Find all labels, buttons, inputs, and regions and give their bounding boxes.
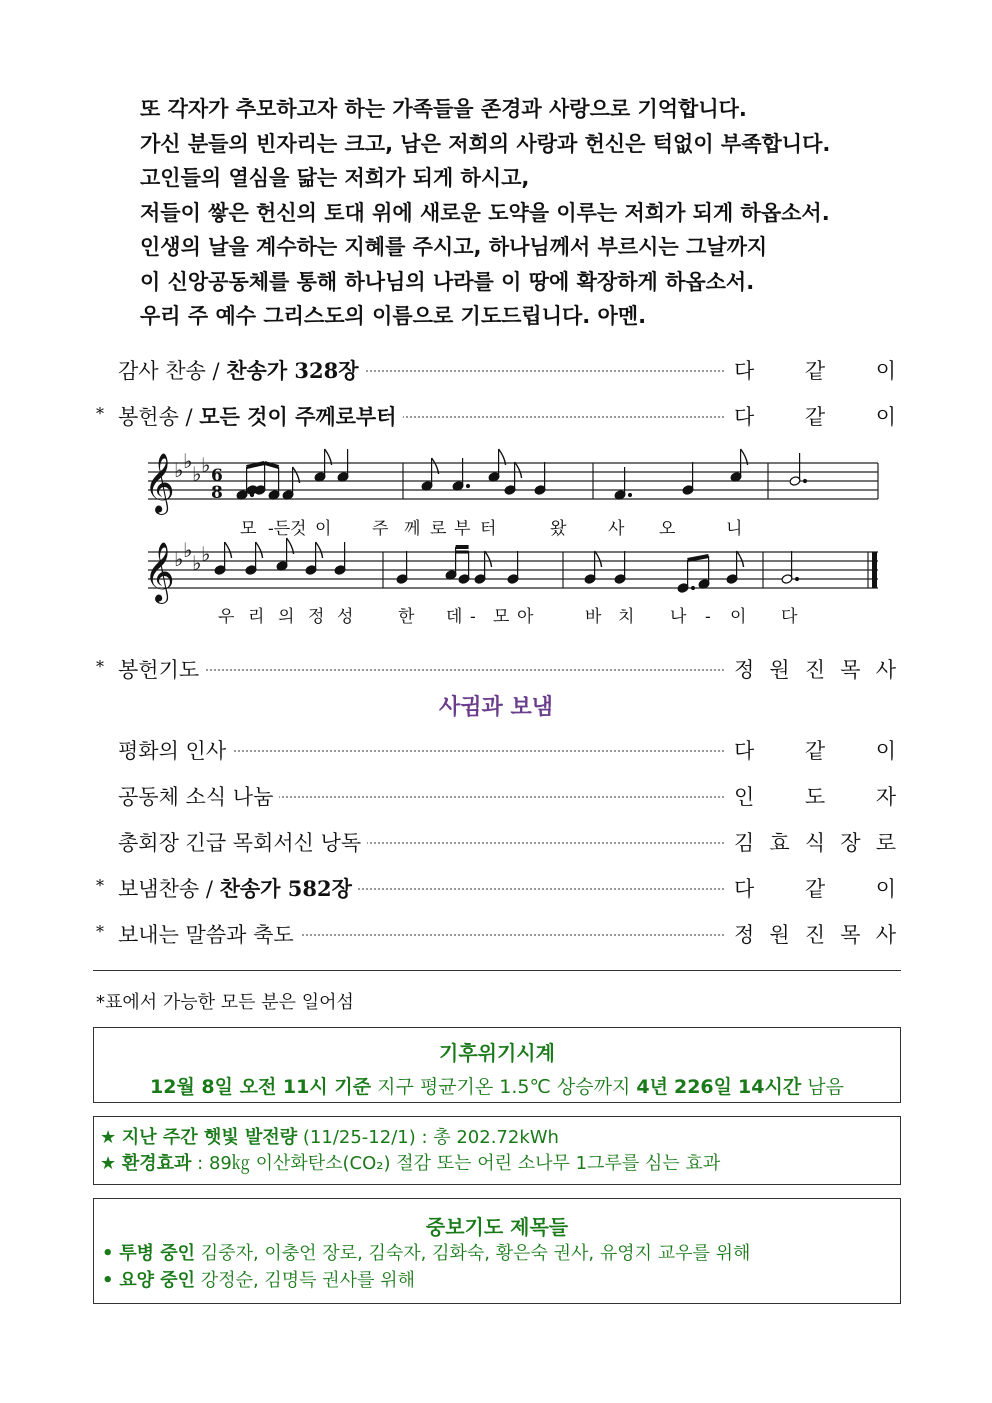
section-title: 사귐과 보냄: [439, 695, 553, 720]
time-signature-bottom: 8: [211, 483, 223, 503]
lyrics-line-1: [240, 518, 742, 539]
lyric-syllable: 나: [670, 607, 687, 627]
notes-line-2: [214, 538, 799, 593]
treble-clef-icon: 𝄞: [144, 453, 175, 513]
beam: [265, 463, 279, 467]
svg-text:♭: ♭: [174, 547, 184, 571]
svg-text:♭: ♭: [183, 449, 193, 473]
svg-text:♭: ♭: [192, 462, 202, 486]
performer: 인 도 자: [734, 785, 896, 809]
note-dot: [628, 493, 631, 496]
lyric-syllable: 다: [781, 607, 798, 627]
solar-line-1: ★ 지난 주간 햇빛 발전량 (11/25-12/1) : 총 202.72kWh: [100, 1127, 559, 1148]
beam: [247, 463, 265, 467]
lyric-syllable: 오: [659, 519, 676, 539]
performer: 다 같 이: [734, 359, 896, 383]
order-item-offertory-song: * 봉헌송 / 모든 것이 주께로부터 다 같 이: [96, 398, 896, 432]
leader-dots: [118, 669, 724, 671]
lyric-syllable: 니: [726, 519, 743, 539]
lyric-syllable: 왔: [550, 519, 567, 539]
performer: 정 원 진 목 사: [734, 923, 896, 947]
note-flag: [515, 462, 522, 478]
svg-text:♭: ♭: [183, 538, 193, 562]
note-flag: [595, 551, 602, 567]
lyric-syllable: 한: [398, 607, 415, 627]
bullet-icon: •: [102, 1270, 114, 1291]
climate-clock-line: 12월 8일 오전 11시 기준 지구 평균기온 1.5℃ 상승까지 4년 226일 14시간 남음: [150, 1076, 844, 1098]
sheet-music: [140, 448, 900, 638]
order-item-sending-hymn: * 보냄찬송 / 찬송가 582장 다 같 이: [96, 870, 896, 904]
performer: 김 효 식 장 로: [734, 831, 896, 855]
svg-text:♭: ♭: [201, 542, 211, 566]
lyric-syllable: 의: [278, 607, 295, 627]
item-label-bold: 찬송가 582장: [219, 876, 352, 901]
lyric-syllable: -: [470, 607, 476, 627]
divider: [93, 970, 901, 971]
note-dot: [691, 586, 694, 589]
time-signature-top: 6: [211, 466, 223, 486]
prayer-line: 가신 분들의 빈자리는 크고, 남은 저희의 사랑과 헌신은 턱없이 부족합니다.: [140, 131, 831, 156]
final-barline: [872, 552, 877, 588]
svg-text:♭: ♭: [174, 458, 184, 482]
star-icon: ★: [100, 1127, 117, 1148]
lyric-syllable: 로: [430, 519, 447, 539]
closing-prayer: [140, 92, 900, 334]
item-label: 감사 찬송 /: [118, 359, 227, 383]
lyric-syllable: 우: [218, 607, 235, 627]
lyric-syllable: 아: [517, 607, 534, 627]
intercession-title: 중보기도 제목들: [425, 1215, 569, 1239]
prayer-line: 우리 주 예수 그리스도의 이름으로 기도드립니다. 아멘.: [140, 304, 647, 328]
lyric-syllable: 이: [315, 519, 332, 539]
lyric-syllable: 데: [446, 607, 463, 627]
treble-clef-icon: 𝄞: [144, 542, 175, 602]
note-flag: [737, 551, 744, 567]
order-item-thanks-hymn: [96, 352, 896, 386]
item-label-bold: 찬송가 328장: [226, 358, 359, 383]
item-label-bold: 모든 것이 주께로부터: [199, 404, 397, 429]
order-item-pastoral-letter: [96, 824, 896, 858]
note-dot: [803, 479, 806, 482]
lyric-syllable: 사: [608, 519, 625, 539]
standing-note: *표에서 가능한 모든 분은 일어섬: [96, 992, 354, 1013]
order-item-peace: [96, 732, 896, 766]
performer: 다 같 이: [734, 405, 896, 429]
lyric-syllable: 정: [308, 607, 325, 627]
prayer-line: 인생의 날을 계수하는 지혜를 주시고, 하나님께서 부르시는 그날까지: [140, 235, 768, 259]
intercession-item: • 투병 중인 김중자, 이충언 장로, 김숙자, 김화숙, 황은숙 권사, 유영지 교우를 위해: [102, 1243, 751, 1264]
lyric-syllable: 모: [240, 519, 257, 539]
lyric-syllable: 께: [404, 519, 421, 539]
bullet-icon: •: [102, 1243, 114, 1264]
notes-line-1: [236, 449, 807, 500]
lyric-syllable: 리: [248, 607, 265, 627]
note-flag: [225, 542, 232, 558]
intercession-item: • 요양 중인 강정순, 김명득 권사를 위해: [102, 1270, 415, 1291]
note-flag: [485, 551, 492, 567]
item-label: 보내는 말씀과 축도: [118, 923, 294, 947]
lyric-syllable: 부: [454, 519, 471, 539]
intercession-box: [93, 1198, 901, 1304]
note-dot: [466, 484, 469, 487]
performer: 다 같 이: [734, 877, 896, 901]
item-label: 보냄찬송 /: [118, 877, 220, 901]
item-label: 공동체 소식 나눔: [118, 785, 274, 809]
order-item-offertory-prayer: * 봉헌기도 정 원 진 목 사: [96, 651, 896, 685]
svg-text:♭: ♭: [192, 551, 202, 575]
lyric-syllable: 이: [730, 607, 747, 627]
order-item-benediction: * 보내는 말씀과 축도 정 원 진 목 사: [96, 916, 896, 950]
lyric-syllable: 터: [480, 519, 497, 539]
key-signature-flats: [174, 449, 210, 575]
lyric-syllable: -: [705, 607, 711, 627]
order-item-news: [96, 778, 896, 812]
item-label: 평화의 인사: [118, 739, 227, 763]
prayer-line: 저들이 쌓은 헌신의 토대 위에 새로운 도약을 이루는 저희가 되게 하옵소서.: [140, 200, 830, 225]
solar-power-box: [93, 1116, 901, 1185]
solar-line-2: ★ 환경효과 : 89㎏ 이산화탄소(CO₂) 절감 또는 어린 소나무 1그루를 심는 효과: [100, 1153, 721, 1174]
beam: [688, 556, 709, 560]
lyric-syllable: 주: [372, 519, 389, 539]
performer: 다 같 이: [734, 739, 896, 763]
note-dot: [795, 577, 798, 580]
item-label: 봉헌송 /: [118, 405, 200, 429]
item-label: 총회장 긴급 목회서신 낭독: [118, 831, 362, 855]
note-flag: [256, 542, 263, 558]
performer: 정 원 진 목 사: [734, 658, 896, 682]
prayer-line: 또 각자가 추모하고자 하는 가족들을 존경과 사랑으로 기억합니다.: [140, 97, 747, 121]
note-flag: [316, 542, 323, 558]
lyric-syllable: 모: [493, 607, 510, 627]
prayer-line: 고인들의 열심을 닮는 저희가 되게 하시고,: [140, 166, 530, 190]
star-icon: ★: [100, 1153, 117, 1174]
lyric-syllable: 성: [337, 607, 354, 627]
item-label: 봉헌기도: [118, 658, 200, 682]
lyric-syllable: 치: [618, 607, 635, 627]
lyrics-line-2: [218, 606, 798, 627]
climate-clock-box: [93, 1027, 901, 1103]
lyric-syllable: 바: [585, 607, 602, 627]
svg-text:♭: ♭: [201, 453, 211, 477]
lyric-syllable: 것: [290, 519, 307, 539]
prayer-line: 이 신앙공동체를 통해 하나님의 나라를 이 땅에 확장하게 하옵소서.: [140, 269, 755, 294]
climate-clock-title: 기후위기시계: [439, 1041, 555, 1065]
lyric-syllable: -든: [268, 519, 291, 539]
